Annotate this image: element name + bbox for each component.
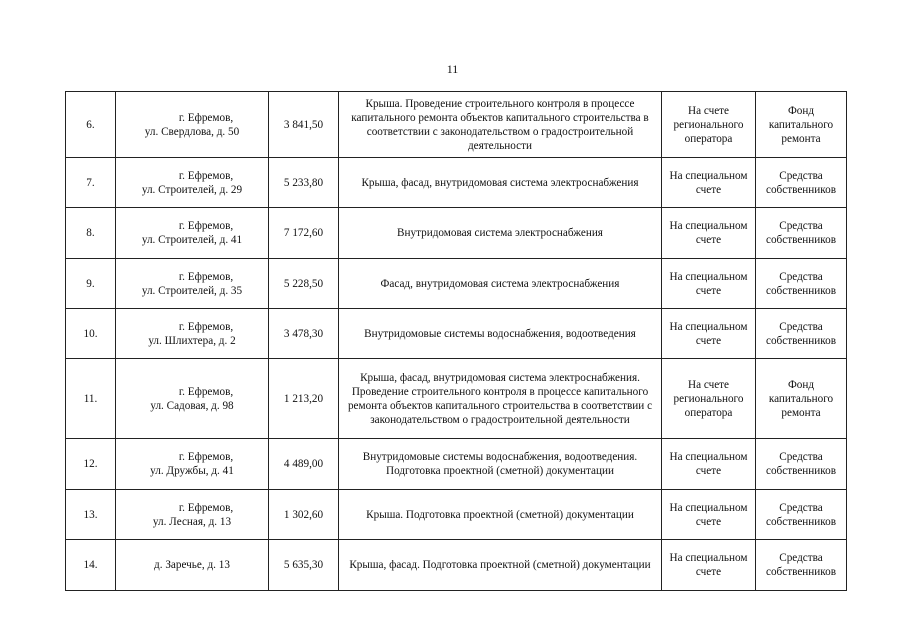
row-number: 9. — [66, 259, 116, 309]
address-cell — [116, 259, 269, 309]
capital-repair-table — [65, 91, 847, 591]
account-cell: На специальном счете — [662, 490, 756, 540]
area-cell: 1 302,60 — [269, 490, 339, 540]
funding-cell: Средства собственников — [756, 309, 847, 359]
area-cell: 3 478,30 — [269, 309, 339, 359]
address-city: г. Ефремов, — [178, 501, 234, 514]
funding-cell: Фонд капитального ремонта — [756, 359, 847, 439]
row-number: 10. — [66, 309, 116, 359]
table-row — [66, 490, 847, 540]
works-cell: Фасад, внутридомовая система электроснабжения — [339, 259, 662, 309]
works-cell: Внутридомовые системы водоснабжения, водоотведения — [339, 309, 662, 359]
table-row — [66, 439, 847, 490]
account-cell: На специальном счете — [662, 259, 756, 309]
address-city: г. Ефремов, — [178, 169, 234, 182]
works-cell: Крыша. Подготовка проектной (сметной) документации — [339, 490, 662, 540]
address-city: г. Ефремов, — [178, 320, 234, 333]
row-number: 14. — [66, 540, 116, 591]
table-row — [66, 158, 847, 208]
area-cell: 5 228,50 — [269, 259, 339, 309]
page-number: 11 — [446, 62, 459, 76]
address-cell — [116, 158, 269, 208]
row-number: 7. — [66, 158, 116, 208]
address-city: г. Ефремов, — [178, 451, 234, 463]
funding-cell: Фонд капитального ремонта — [756, 92, 847, 158]
address-street: ул. Дружбы, д. 41 — [150, 465, 234, 477]
works-cell: Внутридомовая система электроснабжения — [339, 208, 662, 259]
account-cell: На специальном счете — [662, 158, 756, 208]
address-city: г. Ефремов, — [178, 220, 234, 232]
area-cell: 4 489,00 — [269, 439, 339, 490]
table-row — [66, 309, 847, 359]
funding-cell: Средства собственников — [756, 490, 847, 540]
works-cell: Крыша. Проведение строительного контроля в процессе капитального ремонта объектов капитального строительства в соответствии с законодательством о градостроительной деятельности — [339, 92, 662, 158]
address-street: ул. Шлихтера, д. 2 — [148, 334, 236, 347]
address-cell — [116, 309, 269, 359]
table-row — [66, 359, 847, 439]
area-cell: 1 213,20 — [269, 359, 339, 439]
area-cell: 3 841,50 — [269, 92, 339, 158]
address-city: г. Ефремов, — [178, 270, 234, 283]
account-cell: На счете регионального оператора — [662, 92, 756, 158]
address-street: ул. Строителей, д. 41 — [141, 234, 243, 246]
address-city: г. Ефремов, — [178, 111, 234, 124]
funding-cell: Средства собственников — [756, 540, 847, 591]
account-cell: На счете регионального оператора — [662, 359, 756, 439]
account-cell: На специальном счете — [662, 309, 756, 359]
works-cell: Крыша, фасад, внутридомовая система электроснабжения. Проведение строительного контроля в процессе капитального ремонта объектов капитального строительства в соответствии с законодательством о градостроительной деятельности — [339, 359, 662, 439]
account-cell: На специальном счете — [662, 540, 756, 591]
funding-cell: Средства собственников — [756, 158, 847, 208]
area-cell: 7 172,60 — [269, 208, 339, 259]
address-cell — [116, 540, 269, 591]
funding-cell: Средства собственников — [756, 439, 847, 490]
row-number: 13. — [66, 490, 116, 540]
row-number: 12. — [66, 439, 116, 490]
address-city: г. Ефремов, — [178, 385, 234, 398]
address-cell — [116, 92, 269, 158]
works-cell: Внутридомовые системы водоснабжения, водоотведения. Подготовка проектной (сметной) документации — [339, 439, 662, 490]
table-row — [66, 208, 847, 259]
row-number: 6. — [66, 92, 116, 158]
address-street: ул. Строителей, д. 35 — [141, 284, 243, 297]
address-cell — [116, 439, 269, 490]
address-cell — [116, 490, 269, 540]
table-row — [66, 259, 847, 309]
works-cell: Крыша, фасад, внутридомовая система электроснабжения — [339, 158, 662, 208]
works-cell: Крыша, фасад. Подготовка проектной (сметной) документации — [339, 540, 662, 591]
account-cell: На специальном счете — [662, 439, 756, 490]
row-number: 11. — [66, 359, 116, 439]
funding-cell: Средства собственников — [756, 259, 847, 309]
address-street: ул. Садовая, д. 98 — [150, 399, 234, 412]
address-street: д. Заречье, д. 13 — [154, 559, 230, 571]
funding-cell: Средства собственников — [756, 208, 847, 259]
area-cell: 5 635,30 — [269, 540, 339, 591]
address-cell — [116, 359, 269, 439]
table-row — [66, 92, 847, 158]
area-cell: 5 233,80 — [269, 158, 339, 208]
address-cell — [116, 208, 269, 259]
address-street: ул. Лесная, д. 13 — [152, 515, 232, 528]
account-cell: На специальном счете — [662, 208, 756, 259]
address-street: ул. Строителей, д. 29 — [141, 183, 243, 196]
row-number: 8. — [66, 208, 116, 259]
address-street: ул. Свердлова, д. 50 — [144, 125, 240, 138]
table-row — [66, 540, 847, 591]
